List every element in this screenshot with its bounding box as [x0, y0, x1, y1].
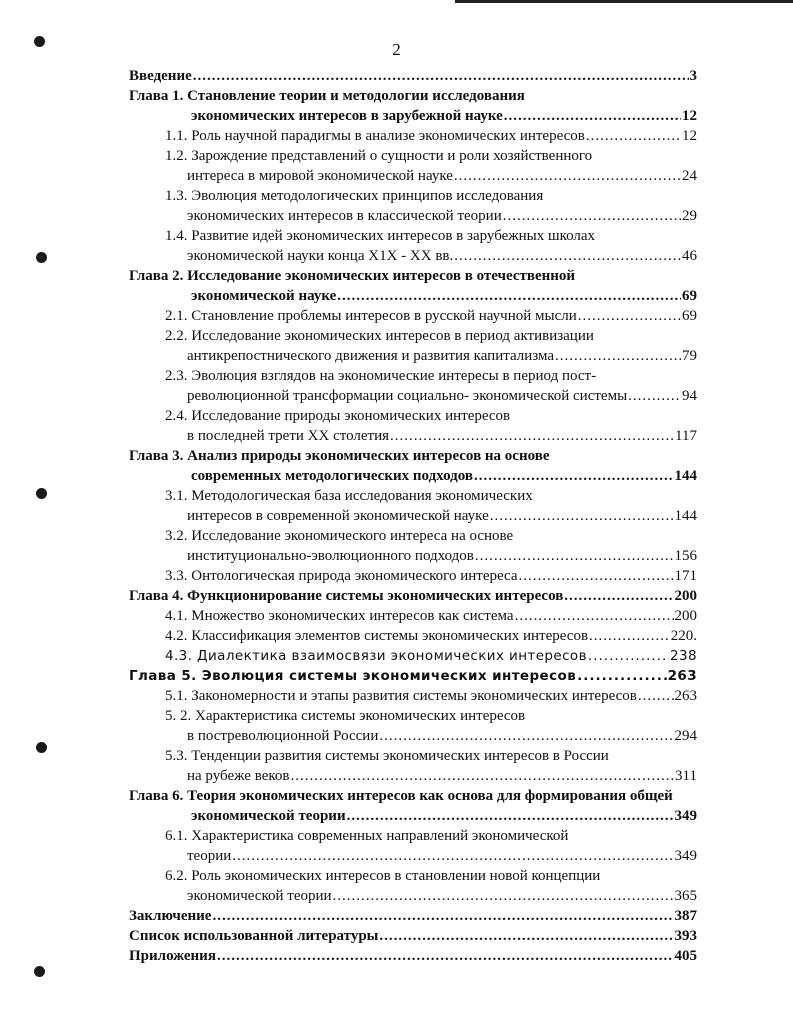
dot-leader [290, 766, 674, 786]
toc-page-number: 393 [674, 928, 697, 944]
toc-page-number: 12 [682, 128, 697, 144]
toc-page-number: 94 [682, 388, 697, 404]
dot-leader [333, 886, 674, 906]
toc-entry-title: 5. 2. Характеристика системы экономических интересов [165, 708, 526, 724]
dot-leader [454, 246, 681, 266]
toc-line [129, 146, 697, 166]
toc-line [129, 846, 697, 866]
dot-leader [577, 666, 666, 686]
toc-entry-title: институционально-эволюционного подходов [187, 548, 474, 564]
toc-entry-title: 1.4. Развитие идей экономических интересов в зарубежных школах [165, 228, 596, 244]
toc-section-entry [129, 146, 697, 186]
toc-entry-title: 6.2. Роль экономических интересов в становлении новой концепции [165, 868, 601, 884]
toc-chapter-entry [129, 266, 697, 306]
dot-leader [628, 386, 681, 406]
toc-section-entry [129, 746, 697, 786]
toc-line [129, 246, 697, 266]
toc-section-entry [129, 126, 697, 146]
toc-entry-title: антикрепостнического движения и развития капитализма [187, 348, 555, 364]
toc-line [129, 346, 697, 366]
toc-line [129, 546, 697, 566]
toc-page-number: 365 [674, 888, 697, 904]
toc-line [129, 806, 697, 826]
toc-entry-title: 3.3. Онтологическая природа экономического интереса [165, 568, 518, 584]
toc-line [129, 66, 697, 86]
toc-line [129, 826, 697, 846]
dot-leader [454, 166, 681, 186]
toc-page-number: 200 [674, 588, 697, 604]
toc-page-number: 263 [674, 688, 697, 704]
toc-entry-title: Введение [129, 68, 192, 84]
toc-page-number: 311 [675, 768, 697, 784]
toc-page-number: 3 [689, 68, 697, 84]
toc-page-number: 171 [674, 568, 697, 584]
toc-line [129, 446, 697, 466]
dot-leader [504, 106, 681, 126]
toc-section-entry [129, 326, 697, 366]
dot-leader [212, 906, 673, 926]
toc-line [129, 306, 697, 326]
toc-entry-title: на рубеже веков [187, 768, 290, 784]
dot-leader [589, 626, 670, 646]
toc-entry-title: Приложения [129, 948, 216, 964]
toc-entry-title: Глава 6. Теория экономических интересов как основа для формирования общей [129, 788, 673, 804]
toc-line [129, 586, 697, 606]
toc-page-number: 117 [675, 428, 697, 444]
toc-entry-title: экономических интересов в классической теории [187, 208, 502, 224]
toc-entry-title: теории [187, 848, 232, 864]
toc-entry-title: Заключение [129, 908, 212, 924]
toc-entry-title: экономических интересов в зарубежной науке [191, 108, 503, 124]
toc-line [129, 946, 697, 966]
toc-line [129, 166, 697, 186]
toc-entry-title: экономической науки конца Х1Х - ХХ вв. [187, 248, 454, 264]
dot-leader [475, 546, 674, 566]
toc-entry-title: 1.3. Эволюция методологических принципов исследования [165, 188, 544, 204]
toc-page-number: 69 [682, 308, 697, 324]
toc-line [129, 466, 697, 486]
dot-leader [193, 66, 689, 86]
toc-entry-title: в последней трети ХХ столетия [187, 428, 390, 444]
toc-line [129, 126, 697, 146]
dot-leader [555, 346, 681, 366]
toc-entry-title: 2.1. Становление проблемы интересов в русской научной мысли [165, 308, 577, 324]
toc-section-entry [129, 826, 697, 866]
toc-line [129, 706, 697, 726]
toc-line [129, 206, 697, 226]
toc-entry-title: 2.3. Эволюция взглядов на экономические интересы в период пост- [165, 368, 597, 384]
toc-page-number: 144 [674, 508, 697, 524]
toc-page-number: 156 [674, 548, 697, 564]
dot-leader [337, 286, 681, 306]
toc-entry-title: современных методологических подходов [191, 468, 473, 484]
toc-line [129, 226, 697, 246]
toc-entry-title: 5.3. Тенденции развития системы экономических интересов в России [165, 748, 609, 764]
toc-page-number: 200 [674, 608, 697, 624]
dot-leader [474, 466, 674, 486]
toc-page-number: 349 [674, 848, 697, 864]
punch-hole-mark [36, 252, 47, 263]
toc-line [129, 486, 697, 506]
toc-line [129, 626, 697, 646]
table-of-contents [129, 66, 697, 966]
toc-line [129, 266, 697, 286]
dot-leader [379, 926, 673, 946]
toc-page-number: 79 [682, 348, 697, 364]
toc-section-entry [129, 226, 697, 266]
dot-leader [390, 426, 674, 446]
toc-entry-title: революционной трансформации социально- экономической системы [187, 388, 628, 404]
toc-line [129, 726, 697, 746]
toc-page-number: 387 [674, 908, 697, 924]
dot-leader [379, 726, 673, 746]
toc-chapter-entry [129, 946, 697, 966]
toc-page-number: 349 [674, 808, 697, 824]
toc-page-number: 220. [670, 628, 697, 644]
toc-line [129, 186, 697, 206]
dot-leader [588, 646, 669, 666]
toc-entry-title: Список использованной литературы [129, 928, 379, 944]
punch-hole-mark [34, 966, 45, 977]
toc-chapter-entry [129, 926, 697, 946]
punch-hole-mark [36, 488, 47, 499]
toc-line [129, 406, 697, 426]
toc-chapter-entry [129, 906, 697, 926]
toc-line [129, 606, 697, 626]
toc-line [129, 786, 697, 806]
toc-section-entry [129, 866, 697, 906]
toc-entry-title: Глава 1. Становление теории и методологии исследования [129, 88, 525, 104]
toc-line [129, 646, 697, 666]
toc-section-entry [129, 486, 697, 526]
toc-chapter-entry [129, 786, 697, 826]
toc-page-number: 144 [674, 468, 697, 484]
toc-entry-title: 3.1. Методологическая база исследования экономических [165, 488, 533, 504]
toc-section-entry [129, 706, 697, 746]
toc-entry-title: интересов в современной экономической науке [187, 508, 489, 524]
toc-entry-title: Глава 2. Исследование экономических интересов в отечественной [129, 268, 576, 284]
dot-leader [638, 686, 674, 706]
dot-leader [515, 606, 674, 626]
dot-leader [490, 506, 674, 526]
toc-entry-title: Глава 3. Анализ природы экономических интересов на основе [129, 448, 550, 464]
toc-entry-title: Глава 5. Эволюция системы экономических интересов [129, 668, 577, 684]
toc-entry-title: 5.1. Закономерности и этапы развития системы экономических интересов [165, 688, 637, 704]
toc-line [129, 366, 697, 386]
toc-section-entry [129, 566, 697, 586]
toc-line [129, 286, 697, 306]
toc-entry-title: 4.2. Классификация элементов системы экономических интересов [165, 628, 589, 644]
dot-leader [578, 306, 681, 326]
toc-line [129, 906, 697, 926]
toc-chapter-entry [129, 446, 697, 486]
toc-line [129, 886, 697, 906]
dot-leader [347, 806, 674, 826]
toc-chapter-entry [129, 66, 697, 86]
top-border-line [455, 0, 793, 3]
toc-line [129, 686, 697, 706]
toc-section-entry [129, 306, 697, 326]
toc-chapter-entry [129, 586, 697, 606]
dot-leader [564, 586, 673, 606]
toc-entry-title: экономической теории [191, 808, 346, 824]
toc-line [129, 746, 697, 766]
toc-entry-title: 1.2. Зарождение представлений о сущности и роли хозяйственного [165, 148, 593, 164]
toc-page-number: 238 [670, 648, 697, 664]
toc-entry-title: 4.3. Диалектика взаимосвязи экономических интересов [165, 648, 587, 664]
toc-page-number: 29 [682, 208, 697, 224]
toc-entry-title: 2.4. Исследование природы экономических интересов [165, 408, 511, 424]
toc-entry-title: 3.2. Исследование экономического интереса на основе [165, 528, 514, 544]
dot-leader [519, 566, 674, 586]
toc-page-number: 12 [682, 108, 697, 124]
toc-page-number: 69 [682, 288, 697, 304]
toc-section-entry [129, 646, 697, 666]
dot-leader [217, 946, 674, 966]
toc-line [129, 426, 697, 446]
toc-chapter-entry [129, 86, 697, 126]
toc-line [129, 866, 697, 886]
toc-entry-title: 4.1. Множество экономических интересов как система [165, 608, 514, 624]
toc-section-entry [129, 186, 697, 226]
page-number: 2 [392, 40, 401, 59]
toc-line [129, 926, 697, 946]
toc-entry-title: экономической теории [187, 888, 332, 904]
toc-line [129, 766, 697, 786]
toc-section-entry [129, 626, 697, 646]
toc-entry-title: Глава 4. Функционирование системы экономических интересов [129, 588, 564, 604]
toc-entry-title: 2.2. Исследование экономических интересов в период активизации [165, 328, 594, 344]
dot-leader [586, 126, 681, 146]
toc-entry-title: в постреволюционной России [187, 728, 379, 744]
toc-section-entry [129, 406, 697, 446]
toc-line [129, 526, 697, 546]
toc-page-number: 294 [674, 728, 697, 744]
punch-hole-mark [36, 742, 47, 753]
toc-page-number: 24 [682, 168, 697, 184]
toc-section-entry [129, 686, 697, 706]
toc-entry-title: экономической науке [191, 288, 337, 304]
toc-entry-title: 1.1. Роль научной парадигмы в анализе экономических интересов [165, 128, 585, 144]
toc-line [129, 506, 697, 526]
toc-section-entry [129, 526, 697, 566]
toc-page-number: 263 [667, 668, 697, 684]
toc-entry-title: интереса в мировой экономической науке [187, 168, 453, 184]
dot-leader [232, 846, 673, 866]
toc-line [129, 666, 697, 686]
toc-line [129, 386, 697, 406]
toc-entry-title: 6.1. Характеристика современных направлений экономической [165, 828, 569, 844]
toc-line [129, 566, 697, 586]
dot-leader [503, 206, 681, 226]
toc-line [129, 86, 697, 106]
toc-page-number: 405 [674, 948, 697, 964]
toc-section-entry [129, 366, 697, 406]
toc-page-number: 46 [682, 248, 697, 264]
toc-section-entry [129, 606, 697, 626]
toc-line [129, 106, 697, 126]
toc-chapter-entry [129, 666, 697, 686]
toc-line [129, 326, 697, 346]
